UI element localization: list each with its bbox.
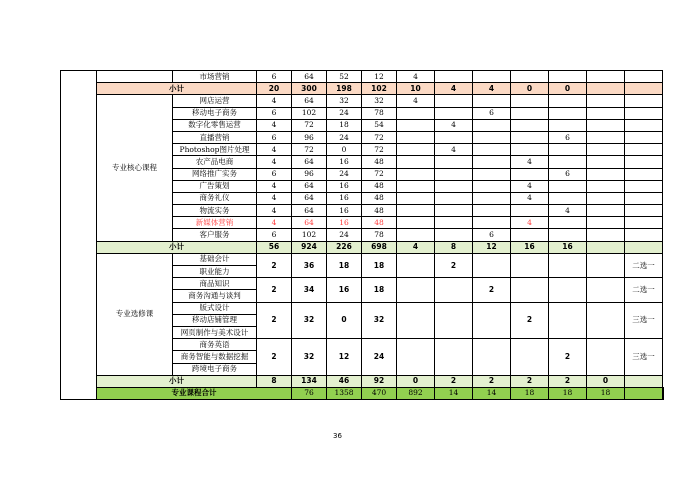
value-cell: 134 <box>292 375 327 387</box>
note-cell <box>625 156 663 168</box>
note-cell <box>625 71 663 83</box>
elective-note: 三选一 <box>625 339 663 376</box>
value-cell <box>587 253 625 277</box>
value-cell: 64 <box>292 192 327 204</box>
note-cell <box>625 217 663 229</box>
value-cell: 4 <box>549 205 587 217</box>
value-cell: 64 <box>292 156 327 168</box>
value-cell: 12 <box>327 339 362 376</box>
table-row <box>61 387 664 399</box>
value-cell <box>511 229 549 241</box>
value-cell: 48 <box>362 192 397 204</box>
value-cell: 6 <box>257 107 292 119</box>
value-cell: 10 <box>397 83 435 95</box>
value-cell: 470 <box>362 387 397 399</box>
value-cell: 36 <box>292 253 327 277</box>
value-cell <box>435 107 473 119</box>
note-cell <box>625 192 663 204</box>
value-cell <box>435 95 473 107</box>
value-cell: 8 <box>257 375 292 387</box>
value-cell <box>473 217 511 229</box>
value-cell: 226 <box>327 241 362 253</box>
value-cell: 20 <box>257 83 292 95</box>
course-name: 商务英语 <box>173 339 257 351</box>
value-cell: 2 <box>511 302 549 339</box>
value-cell: 72 <box>292 119 327 131</box>
value-cell <box>549 278 587 302</box>
value-cell <box>549 229 587 241</box>
value-cell: 48 <box>362 180 397 192</box>
curriculum-table <box>60 70 664 400</box>
table-row <box>61 375 664 387</box>
value-cell: 64 <box>292 180 327 192</box>
value-cell: 76 <box>292 387 327 399</box>
value-cell <box>587 180 625 192</box>
value-cell <box>397 180 435 192</box>
note-cell <box>625 168 663 180</box>
subtotal-label: 小计 <box>97 375 257 387</box>
value-cell <box>587 71 625 83</box>
value-cell <box>397 168 435 180</box>
value-cell <box>473 71 511 83</box>
note-cell <box>625 144 663 156</box>
value-cell <box>435 71 473 83</box>
value-cell <box>473 131 511 143</box>
value-cell: 2 <box>473 375 511 387</box>
value-cell: 12 <box>362 71 397 83</box>
note-cell <box>625 83 663 95</box>
elective-note: 二选一 <box>625 253 663 277</box>
value-cell: 4 <box>257 205 292 217</box>
value-cell: 72 <box>362 144 397 156</box>
course-name: 商品知识 <box>173 278 257 290</box>
value-cell: 4 <box>257 156 292 168</box>
value-cell <box>549 156 587 168</box>
value-cell <box>549 107 587 119</box>
value-cell <box>473 144 511 156</box>
value-cell <box>397 156 435 168</box>
value-cell <box>473 119 511 131</box>
value-cell: 2 <box>473 278 511 302</box>
value-cell <box>587 241 625 253</box>
course-name: 农产品电商 <box>173 156 257 168</box>
value-cell <box>549 180 587 192</box>
note-cell <box>625 241 663 253</box>
course-name: 网络推广实务 <box>173 168 257 180</box>
value-cell: 72 <box>362 131 397 143</box>
value-cell <box>511 253 549 277</box>
category-label: 专业核心课程 <box>97 95 173 241</box>
value-cell: 6 <box>473 107 511 119</box>
value-cell: 16 <box>327 205 362 217</box>
value-cell: 2 <box>257 253 292 277</box>
value-cell: 72 <box>292 144 327 156</box>
note-cell <box>625 95 663 107</box>
elective-note: 三选一 <box>625 302 663 339</box>
course-name: 物流实务 <box>173 205 257 217</box>
value-cell: 18 <box>362 253 397 277</box>
value-cell: 48 <box>362 156 397 168</box>
value-cell <box>587 131 625 143</box>
value-cell <box>397 302 435 339</box>
value-cell: 52 <box>327 71 362 83</box>
value-cell: 18 <box>587 387 625 399</box>
value-cell: 102 <box>292 107 327 119</box>
value-cell: 924 <box>292 241 327 253</box>
value-cell <box>549 217 587 229</box>
value-cell <box>587 229 625 241</box>
value-cell <box>473 339 511 376</box>
value-cell <box>625 387 663 399</box>
value-cell: 102 <box>362 83 397 95</box>
value-cell: 4 <box>511 156 549 168</box>
value-cell: 16 <box>549 241 587 253</box>
course-name: 网页制作与美术设计 <box>173 326 257 338</box>
value-cell: 24 <box>327 107 362 119</box>
value-cell <box>511 107 549 119</box>
total-label: 专业课程合计 <box>97 387 292 399</box>
value-cell <box>549 302 587 339</box>
value-cell: 24 <box>327 168 362 180</box>
note-cell <box>625 131 663 143</box>
course-name: 跨境电子商务 <box>173 363 257 375</box>
course-name: 职业能力 <box>173 266 257 278</box>
value-cell <box>397 192 435 204</box>
value-cell <box>587 278 625 302</box>
value-cell: 0 <box>587 375 625 387</box>
note-cell <box>625 107 663 119</box>
course-name: 网店运营 <box>173 95 257 107</box>
value-cell: 6 <box>257 229 292 241</box>
value-cell <box>587 205 625 217</box>
value-cell: 24 <box>327 131 362 143</box>
value-cell: 0 <box>327 144 362 156</box>
value-cell <box>473 168 511 180</box>
value-cell: 4 <box>397 241 435 253</box>
value-cell: 6 <box>473 229 511 241</box>
value-cell <box>511 144 549 156</box>
value-cell <box>511 205 549 217</box>
course-name: Photoshop图片处理 <box>173 144 257 156</box>
value-cell: 78 <box>362 107 397 119</box>
course-name: 直播营销 <box>173 131 257 143</box>
table-row <box>61 253 664 265</box>
value-cell <box>397 144 435 156</box>
value-cell: 34 <box>292 278 327 302</box>
value-cell <box>549 95 587 107</box>
value-cell: 4 <box>473 83 511 95</box>
value-cell: 4 <box>435 119 473 131</box>
value-cell: 14 <box>435 387 473 399</box>
value-cell: 14 <box>473 387 511 399</box>
value-cell: 892 <box>397 387 435 399</box>
value-cell: 698 <box>362 241 397 253</box>
value-cell: 18 <box>362 278 397 302</box>
value-cell: 4 <box>435 144 473 156</box>
value-cell: 2 <box>435 253 473 277</box>
value-cell: 0 <box>397 375 435 387</box>
value-cell <box>473 205 511 217</box>
table-row <box>61 83 664 95</box>
value-cell: 300 <box>292 83 327 95</box>
value-cell: 48 <box>362 205 397 217</box>
value-cell: 4 <box>257 192 292 204</box>
value-cell: 2 <box>257 302 292 339</box>
value-cell <box>549 71 587 83</box>
value-cell: 96 <box>292 168 327 180</box>
value-cell <box>435 205 473 217</box>
value-cell <box>397 131 435 143</box>
value-cell <box>511 119 549 131</box>
value-cell <box>549 253 587 277</box>
value-cell: 8 <box>435 241 473 253</box>
value-cell: 2 <box>257 278 292 302</box>
value-cell: 4 <box>397 95 435 107</box>
value-cell <box>473 180 511 192</box>
value-cell: 6 <box>257 71 292 83</box>
value-cell <box>473 192 511 204</box>
value-cell: 16 <box>327 192 362 204</box>
value-cell: 18 <box>511 387 549 399</box>
value-cell: 32 <box>292 339 327 376</box>
value-cell <box>587 156 625 168</box>
course-name: 市场营销 <box>173 71 257 83</box>
value-cell: 0 <box>511 83 549 95</box>
value-cell <box>511 131 549 143</box>
value-cell <box>397 205 435 217</box>
course-name: 移动店铺管理 <box>173 314 257 326</box>
note-cell <box>625 119 663 131</box>
value-cell <box>435 192 473 204</box>
value-cell <box>435 180 473 192</box>
value-cell <box>397 107 435 119</box>
value-cell <box>397 217 435 229</box>
category-label: 专业选修课 <box>97 253 173 375</box>
note-cell <box>625 229 663 241</box>
value-cell: 2 <box>511 375 549 387</box>
course-name: 商务礼仪 <box>173 192 257 204</box>
value-cell <box>473 95 511 107</box>
value-cell <box>397 278 435 302</box>
value-cell: 4 <box>257 119 292 131</box>
value-cell <box>435 302 473 339</box>
value-cell: 102 <box>292 229 327 241</box>
value-cell: 4 <box>511 192 549 204</box>
subtotal-label: 小计 <box>97 241 257 253</box>
value-cell <box>549 119 587 131</box>
course-name: 基础会计 <box>173 253 257 265</box>
category-cell <box>97 71 173 83</box>
value-cell: 32 <box>362 95 397 107</box>
value-cell: 54 <box>362 119 397 131</box>
value-cell: 48 <box>362 217 397 229</box>
value-cell: 18 <box>327 253 362 277</box>
value-cell <box>587 95 625 107</box>
value-cell: 4 <box>511 217 549 229</box>
value-cell: 198 <box>327 83 362 95</box>
value-cell <box>397 119 435 131</box>
value-cell <box>587 119 625 131</box>
value-cell: 16 <box>327 156 362 168</box>
value-cell: 24 <box>327 229 362 241</box>
subtotal-label: 小计 <box>97 83 257 95</box>
value-cell: 64 <box>292 205 327 217</box>
value-cell: 4 <box>257 180 292 192</box>
value-cell: 78 <box>362 229 397 241</box>
value-cell <box>587 144 625 156</box>
outer-column-cell <box>61 71 97 400</box>
value-cell: 2 <box>549 339 587 376</box>
value-cell: 32 <box>327 95 362 107</box>
value-cell: 4 <box>257 144 292 156</box>
value-cell: 6 <box>549 131 587 143</box>
value-cell <box>435 217 473 229</box>
value-cell <box>549 192 587 204</box>
value-cell <box>511 278 549 302</box>
value-cell: 64 <box>292 71 327 83</box>
value-cell: 72 <box>362 168 397 180</box>
value-cell <box>511 71 549 83</box>
course-name: 数字化零售运营 <box>173 119 257 131</box>
value-cell <box>435 278 473 302</box>
page-number: 36 <box>333 432 342 440</box>
value-cell: 92 <box>362 375 397 387</box>
value-cell <box>587 107 625 119</box>
course-name: 广告策划 <box>173 180 257 192</box>
value-cell <box>511 339 549 376</box>
value-cell <box>435 131 473 143</box>
course-name: 商务智能与数据挖掘 <box>173 351 257 363</box>
value-cell <box>435 339 473 376</box>
value-cell: 2 <box>257 339 292 376</box>
value-cell: 96 <box>292 131 327 143</box>
value-cell: 4 <box>257 95 292 107</box>
course-name: 新媒体营销 <box>173 217 257 229</box>
value-cell: 46 <box>327 375 362 387</box>
value-cell <box>473 302 511 339</box>
value-cell <box>397 253 435 277</box>
value-cell: 4 <box>435 83 473 95</box>
value-cell <box>587 83 625 95</box>
course-name: 移动电子商务 <box>173 107 257 119</box>
value-cell <box>435 156 473 168</box>
value-cell: 4 <box>511 180 549 192</box>
value-cell: 32 <box>292 302 327 339</box>
course-name: 商务沟通与谈判 <box>173 290 257 302</box>
value-cell: 18 <box>549 387 587 399</box>
value-cell: 0 <box>549 83 587 95</box>
value-cell <box>397 229 435 241</box>
value-cell: 16 <box>511 241 549 253</box>
note-cell <box>625 205 663 217</box>
value-cell <box>587 302 625 339</box>
value-cell <box>473 156 511 168</box>
value-cell: 16 <box>327 180 362 192</box>
value-cell: 6 <box>549 168 587 180</box>
value-cell: 2 <box>435 375 473 387</box>
value-cell: 4 <box>397 71 435 83</box>
table-row <box>61 241 664 253</box>
value-cell: 24 <box>362 339 397 376</box>
elective-note: 二选一 <box>625 278 663 302</box>
value-cell <box>549 144 587 156</box>
value-cell <box>511 168 549 180</box>
value-cell: 32 <box>362 302 397 339</box>
note-cell <box>663 387 664 399</box>
value-cell <box>587 168 625 180</box>
value-cell: 1358 <box>327 387 362 399</box>
table-row <box>61 95 664 107</box>
value-cell: 12 <box>473 241 511 253</box>
value-cell: 6 <box>257 131 292 143</box>
course-name: 版式设计 <box>173 302 257 314</box>
value-cell <box>473 253 511 277</box>
value-cell: 4 <box>257 217 292 229</box>
value-cell <box>587 339 625 376</box>
value-cell <box>435 168 473 180</box>
value-cell: 16 <box>327 217 362 229</box>
value-cell: 0 <box>327 302 362 339</box>
value-cell: 6 <box>257 168 292 180</box>
value-cell: 18 <box>327 119 362 131</box>
value-cell <box>511 95 549 107</box>
value-cell: 56 <box>257 241 292 253</box>
table-row <box>61 71 664 83</box>
value-cell: 64 <box>292 95 327 107</box>
note-cell <box>625 180 663 192</box>
value-cell <box>435 229 473 241</box>
note-cell <box>625 375 663 387</box>
value-cell <box>397 339 435 376</box>
value-cell: 16 <box>327 278 362 302</box>
value-cell: 2 <box>549 375 587 387</box>
course-name: 客户服务 <box>173 229 257 241</box>
value-cell <box>587 192 625 204</box>
value-cell <box>587 217 625 229</box>
value-cell: 64 <box>292 217 327 229</box>
